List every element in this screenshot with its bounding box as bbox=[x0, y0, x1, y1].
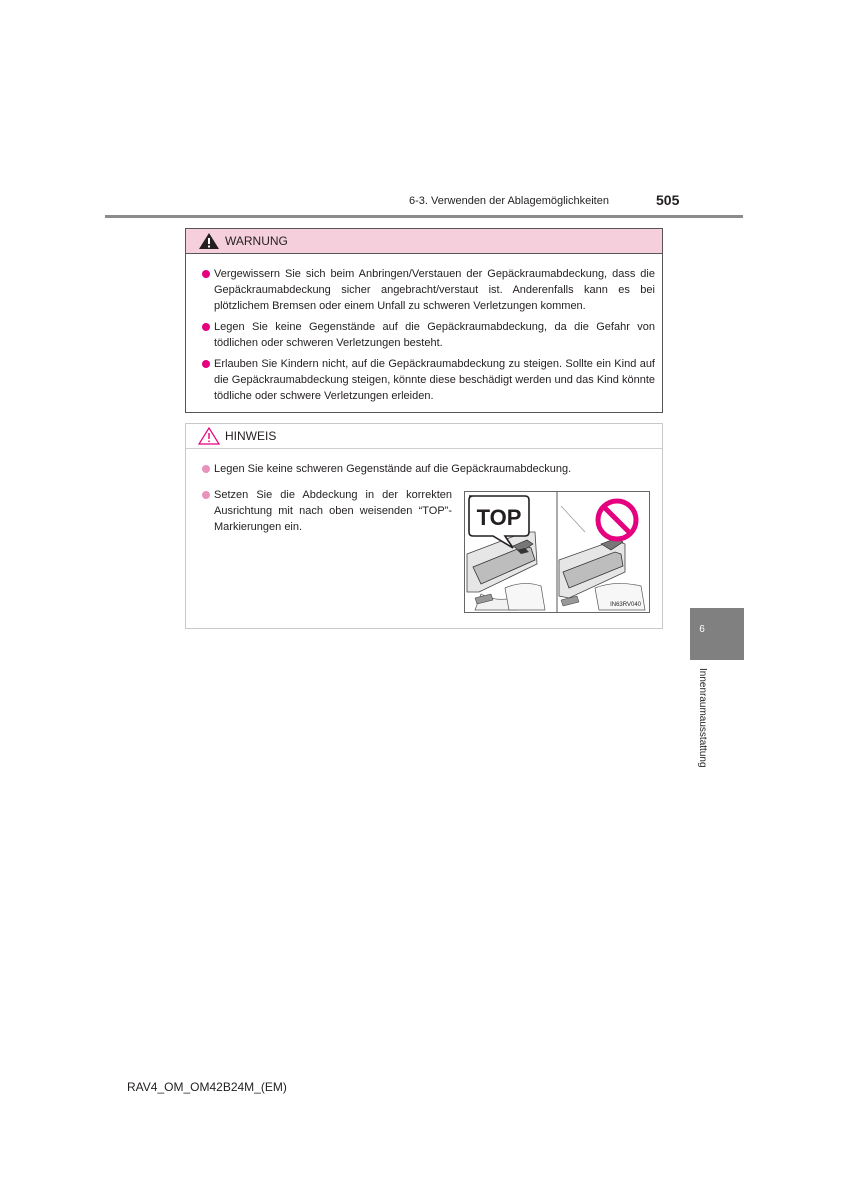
cover-orientation-illustration bbox=[464, 491, 650, 613]
chapter-tab bbox=[690, 608, 744, 660]
bullet-dot bbox=[202, 270, 210, 278]
bullet-dot bbox=[202, 465, 210, 473]
warning-item-text: Legen Sie keine Gegenstände auf die Gepäckraumabdeckung, da die Gefahr von tödlichen oder schweren Verletzungen besteht. bbox=[214, 321, 655, 349]
warning-list bbox=[186, 254, 662, 404]
illustration-drawing bbox=[465, 492, 650, 613]
chapter-number: 6 bbox=[699, 624, 705, 635]
caution-triangle-icon bbox=[198, 427, 220, 445]
note-item-text: Setzen Sie die Abdeckung in der korrekten Ausrichtung mit nach oben weisenden “TOP”-Markierungen ein. bbox=[214, 489, 452, 533]
warning-item bbox=[202, 356, 655, 404]
figure-code: IN63RV040 bbox=[610, 602, 641, 608]
prohibition-icon bbox=[598, 501, 636, 539]
top-label: TOP bbox=[476, 505, 522, 530]
chapter-label: Innenraumausstattung bbox=[697, 668, 708, 768]
footer-code: RAV4_OM_OM42B24M_(EM) bbox=[127, 1080, 287, 1094]
warning-item-text: Vergewissern Sie sich beim Anbringen/Verstauen der Gepäckraumabdeckung, dass die Gepäckraumabdeckung sicher angebracht/verstaut ist. Anderenfalls kann es bei plötzlichem Bremsen oder einem Unfall zu schweren Verletzungen kommen. bbox=[214, 268, 655, 312]
warning-box bbox=[185, 228, 663, 413]
note-item bbox=[202, 461, 655, 477]
warning-item-text: Erlauben Sie Kindern nicht, auf die Gepäckraumabdeckung zu steigen. Sollte ein Kind auf die Gepäckraumabdeckung steigen, könnte diese beschädigt werden und das Kind könnte tödliche oder schwere Verletzungen erleiden. bbox=[214, 358, 655, 402]
warning-header bbox=[186, 229, 662, 254]
page-number: 505 bbox=[656, 192, 680, 208]
note-header bbox=[186, 424, 662, 449]
warning-item bbox=[202, 266, 655, 314]
section-title: 6-3. Verwenden der Ablagemöglichkeiten bbox=[409, 195, 609, 207]
note-item bbox=[202, 487, 452, 535]
note-box bbox=[185, 423, 663, 629]
bullet-dot bbox=[202, 360, 210, 368]
warning-heading: WARNUNG bbox=[225, 234, 288, 248]
warning-triangle-icon bbox=[198, 232, 220, 250]
header-rule bbox=[105, 215, 743, 218]
bullet-dot bbox=[202, 323, 210, 331]
bullet-dot bbox=[202, 491, 210, 499]
note-item-text: Legen Sie keine schweren Gegenstände auf die Gepäckraumabdeckung. bbox=[214, 463, 572, 475]
warning-item bbox=[202, 319, 655, 351]
note-heading: HINWEIS bbox=[225, 429, 277, 443]
